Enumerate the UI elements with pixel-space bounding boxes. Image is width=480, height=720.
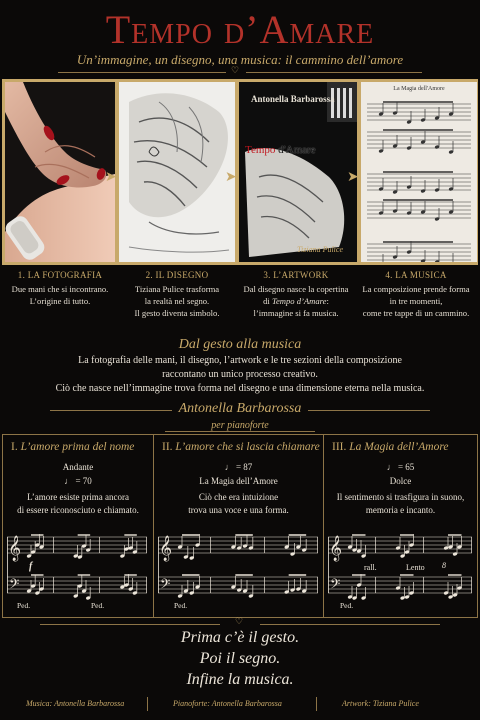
credit-artwork: Artwork: Tiziana Pulice: [342, 699, 419, 708]
step-drawing: 2. IL DISEGNO Tiziana Pulice trasforma la realtà nel segno. Il gesto diventa simbolo.: [134, 270, 220, 318]
drawing-panel: [119, 82, 235, 262]
step-photo: 1. LA FOTOGRAFIA Due mani che si incontrano. L’origine di tutto.: [11, 270, 109, 306]
pedal-mark: Ped.: [91, 601, 105, 610]
movement-title: III. La Magia dell’Amore: [332, 441, 449, 453]
metronome-mark: ♩ = 65: [386, 462, 415, 472]
image-panels: [2, 79, 478, 265]
photo-panel: [5, 82, 115, 262]
metronome-mark: ♩ = 87: [224, 462, 253, 472]
artwork-signature: Tiziana Pulice: [297, 245, 343, 254]
heart-icon: ♡: [235, 617, 244, 627]
divider-left: [58, 72, 226, 73]
movements: [2, 434, 478, 618]
dynamic-mark: f: [29, 561, 33, 572]
instrument-label: per pianoforte: [211, 420, 269, 431]
arrow-icon: ➤: [347, 169, 359, 185]
score-title: La Magia dell'Amore: [393, 86, 445, 92]
step-music: 4. LA MUSICA La composizione prende forma in tre momenti, come tre tappe di un cammino.: [362, 270, 470, 318]
pedal-mark: Ped.: [17, 601, 31, 610]
movement-subtitle: La Magia dell’Amore: [199, 476, 278, 486]
hands-drawing-image: [119, 82, 235, 262]
artwork-composer-name: Antonella Barbarossa: [251, 94, 335, 104]
movement-description: Il sentimento si trasfigura in suono, memoria e incanto.: [336, 492, 465, 515]
footer-separator: [147, 697, 148, 711]
svg-text:𝄞: 𝄞: [329, 536, 343, 561]
pedal-mark: Ped.: [174, 601, 188, 610]
movement-description: Ciò che era intuizione trova una voce e una forma.: [188, 492, 289, 515]
artwork-title: Tempo d'Amare: [245, 144, 316, 156]
arrow-icon: ➤: [225, 169, 237, 185]
movement-3: [323, 435, 477, 617]
divider-short: [165, 431, 315, 432]
movement-title: II. L’amore che si lascia chiamare: [162, 441, 320, 453]
metronome-mark: ♩ = 70: [64, 476, 92, 486]
heart-icon: ♡: [231, 66, 240, 76]
tempo-mark: Lento: [406, 563, 425, 572]
pedal-mark: Ped.: [340, 601, 354, 610]
movement-title: I. L’amore prima del nome: [11, 441, 135, 453]
divider-right: [260, 624, 440, 625]
section-text: La fotografia delle mani, il disegno, l’artwork e le tre sezioni della composizione raccontano un unico processo creativo. Ciò che nasce nell’immagine trova forma nel disegno e una dimensione eterna nella musica.: [55, 355, 425, 394]
divider-right: [246, 72, 422, 73]
composer-name: Antonella Barbarossa: [178, 401, 302, 416]
footer-separator: [316, 697, 317, 711]
svg-text:𝄢: 𝄢: [9, 576, 20, 595]
movement-2: [153, 435, 323, 617]
artwork-image: [239, 82, 357, 262]
arrow-icon: ➤: [105, 169, 117, 185]
octave-mark: 8: [442, 561, 446, 570]
hands-photo-image: [5, 82, 115, 262]
svg-text:𝄢: 𝄢: [330, 576, 341, 595]
closing-text: Prima c’è il gesto. Poi il segno. Infine la musica.: [180, 629, 300, 688]
section-title: Dal gesto alla musica: [178, 337, 302, 352]
artwork-panel: [239, 82, 357, 262]
page-title: Tempo d’Amare: [105, 7, 375, 52]
credit-music: Musica: Antonella Barbarossa: [26, 699, 125, 708]
svg-text:𝄞: 𝄞: [159, 536, 173, 561]
score-image: [361, 82, 477, 262]
step-artwork: 3. L’ARTWORK Dal disegno nasce la copertina di Tempo d’Amare: l’immagine si fa musica.: [243, 270, 349, 318]
page-subtitle: Un’immagine, un disegno, una musica: il cammino dell’amore: [76, 52, 404, 67]
tempo-word: Andante: [62, 462, 94, 472]
tempo-word: Dolce: [389, 476, 412, 486]
rall-mark: rall.: [364, 563, 377, 572]
score-panel: [361, 82, 477, 262]
credit-piano: Pianoforte: Antonella Barbarossa: [173, 699, 282, 708]
steps: [0, 270, 480, 330]
svg-text:𝄢: 𝄢: [160, 576, 171, 595]
movement-1: [3, 435, 153, 617]
divider-left: [40, 624, 220, 625]
movement-description: L’amore esiste prima ancora di essere riconosciuto e chiamato.: [17, 492, 139, 515]
svg-text:𝄞: 𝄞: [8, 536, 22, 561]
footer-credits: [0, 699, 480, 713]
